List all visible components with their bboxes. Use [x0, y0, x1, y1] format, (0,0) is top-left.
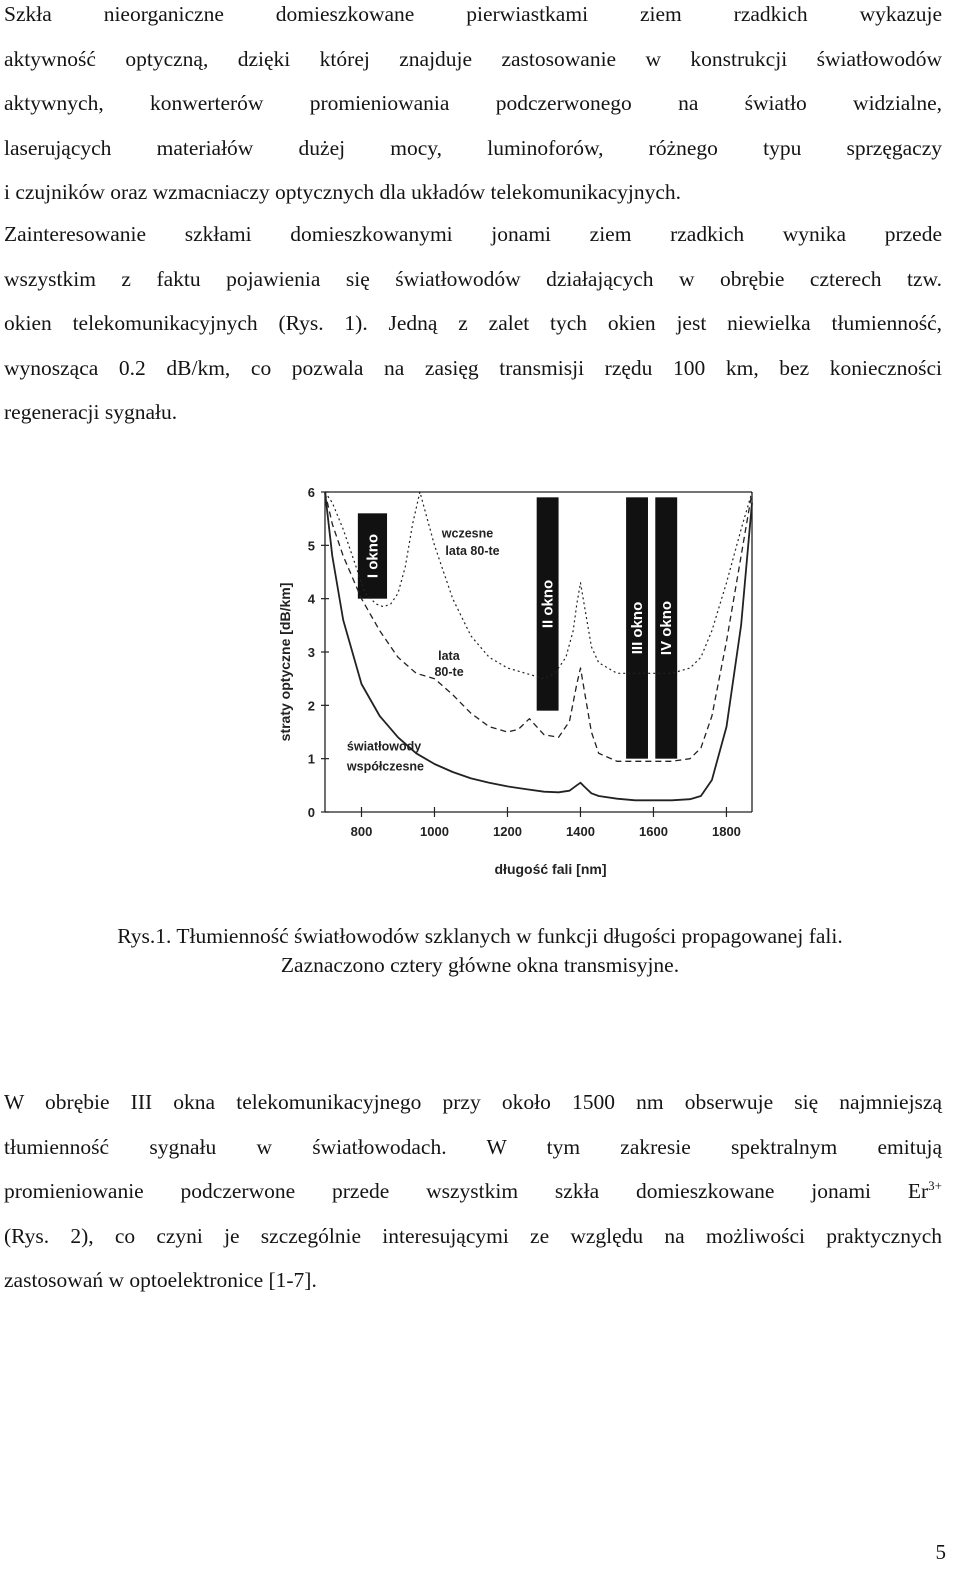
curve-annotation: światłowody [346, 739, 422, 754]
x-axis-label: długość fali [nm] [494, 861, 607, 877]
third-window-paragraph [4, 1080, 942, 1303]
y-tick-label: 4 [307, 591, 315, 607]
y-tick-label: 6 [307, 485, 315, 500]
curve-annotation: lata 80-te [445, 543, 500, 558]
y-tick-label: 1 [307, 751, 315, 767]
transmission-window-label: III okno [629, 601, 647, 655]
x-tick-label: 1200 [493, 824, 522, 839]
transmission-window-label: I okno [364, 533, 382, 579]
paragraph-line: Szkła nieorganiczne domieszkowane pierwiastkami ziem rzadkich wykazuje [4, 2, 942, 26]
paragraph-line: wszystkim z faktu pojawienia się światłowodów działających w obrębie czterech tzw. [4, 266, 942, 291]
y-tick-label: 0 [307, 805, 315, 820]
paragraph-line: Zainteresowanie szkłami domieszkowanymi jonami ziem rzadkich wynika przede [4, 222, 942, 246]
y-tick-label: 3 [307, 645, 315, 660]
x-tick-label: 1600 [639, 824, 668, 839]
paragraph-line: laserujących materiałów dużej mocy, luminoforów, różnego typu sprzęgaczy [4, 135, 942, 160]
attenuation-chart [0, 480, 960, 900]
paragraph-line: wynosząca 0.2 dB/km, co pozwala na zasięg transmisji rzędu 100 km, bez konieczności [4, 355, 942, 380]
paragraph-line: zastosowań w optoelektronice [1-7]. [4, 1268, 317, 1292]
paragraph-line: aktywnych, konwerterów promieniowania podczerwonego na światło widzialne, [4, 91, 942, 115]
curve-annotation: lata [438, 649, 460, 663]
x-tick-label: 1000 [420, 824, 449, 839]
y-axis-label: straty optyczne [dB/km] [277, 582, 293, 742]
paragraph-line: regeneracji sygnału. [4, 400, 178, 424]
curve-annotation: współczesne [346, 759, 425, 774]
paragraph-line-with-ion [4, 1169, 942, 1214]
paragraph-line: (Rys. 2), co czyni je szczególnie interesującymi ze względu na możliwości praktycznych [4, 1223, 942, 1248]
figure-caption-line2: Zaznaczono cztery główne okna transmisyjne. [280, 953, 680, 977]
y-tick-label: 2 [307, 698, 315, 714]
paragraph-line: W obrębie III okna telekomunikacyjnego przy około 1500 nm obserwuje się najmniejszą [4, 1090, 942, 1114]
x-tick-label: 1800 [711, 824, 741, 839]
paragraph-line: tłumienność sygnału w światłowodach. W tym zakresie spektralnym emitują [4, 1134, 942, 1159]
paragraph-line: okien telekomunikacyjnych (Rys. 1). Jedną z zalet tych okien jest niewielka tłumienność, [4, 311, 942, 335]
x-tick-label: 1400 [566, 824, 595, 839]
interest-paragraph [4, 212, 942, 435]
figure-caption-line1: Rys.1. Tłumienność światłowodów szklanych w funkcji długości propagowanej fali. [117, 924, 843, 948]
paragraph-text: promieniowanie podczerwone przede wszystkim szkła domieszkowane jonami Er [4, 1179, 929, 1203]
transmission-window-label: II okno [539, 579, 557, 629]
intro-paragraph [4, 0, 942, 215]
x-tick-label: 800 [350, 824, 373, 839]
paragraph-line: i czujników oraz wzmacniaczy optycznych dla układów telekomunikacyjnych. [4, 180, 681, 204]
page-number: 5 [935, 1540, 946, 1564]
curve-annotation: wczesne [441, 526, 494, 541]
paragraph-line: aktywność optyczną, dzięki której znajduje zastosowanie w konstrukcji światłowodów [4, 46, 942, 71]
y-tick-label: 5 [307, 538, 315, 554]
ion-charge-superscript: 3+ [928, 1177, 942, 1193]
transmission-window-label: IV okno [658, 600, 676, 656]
curve-annotation: 80-te [434, 665, 464, 679]
